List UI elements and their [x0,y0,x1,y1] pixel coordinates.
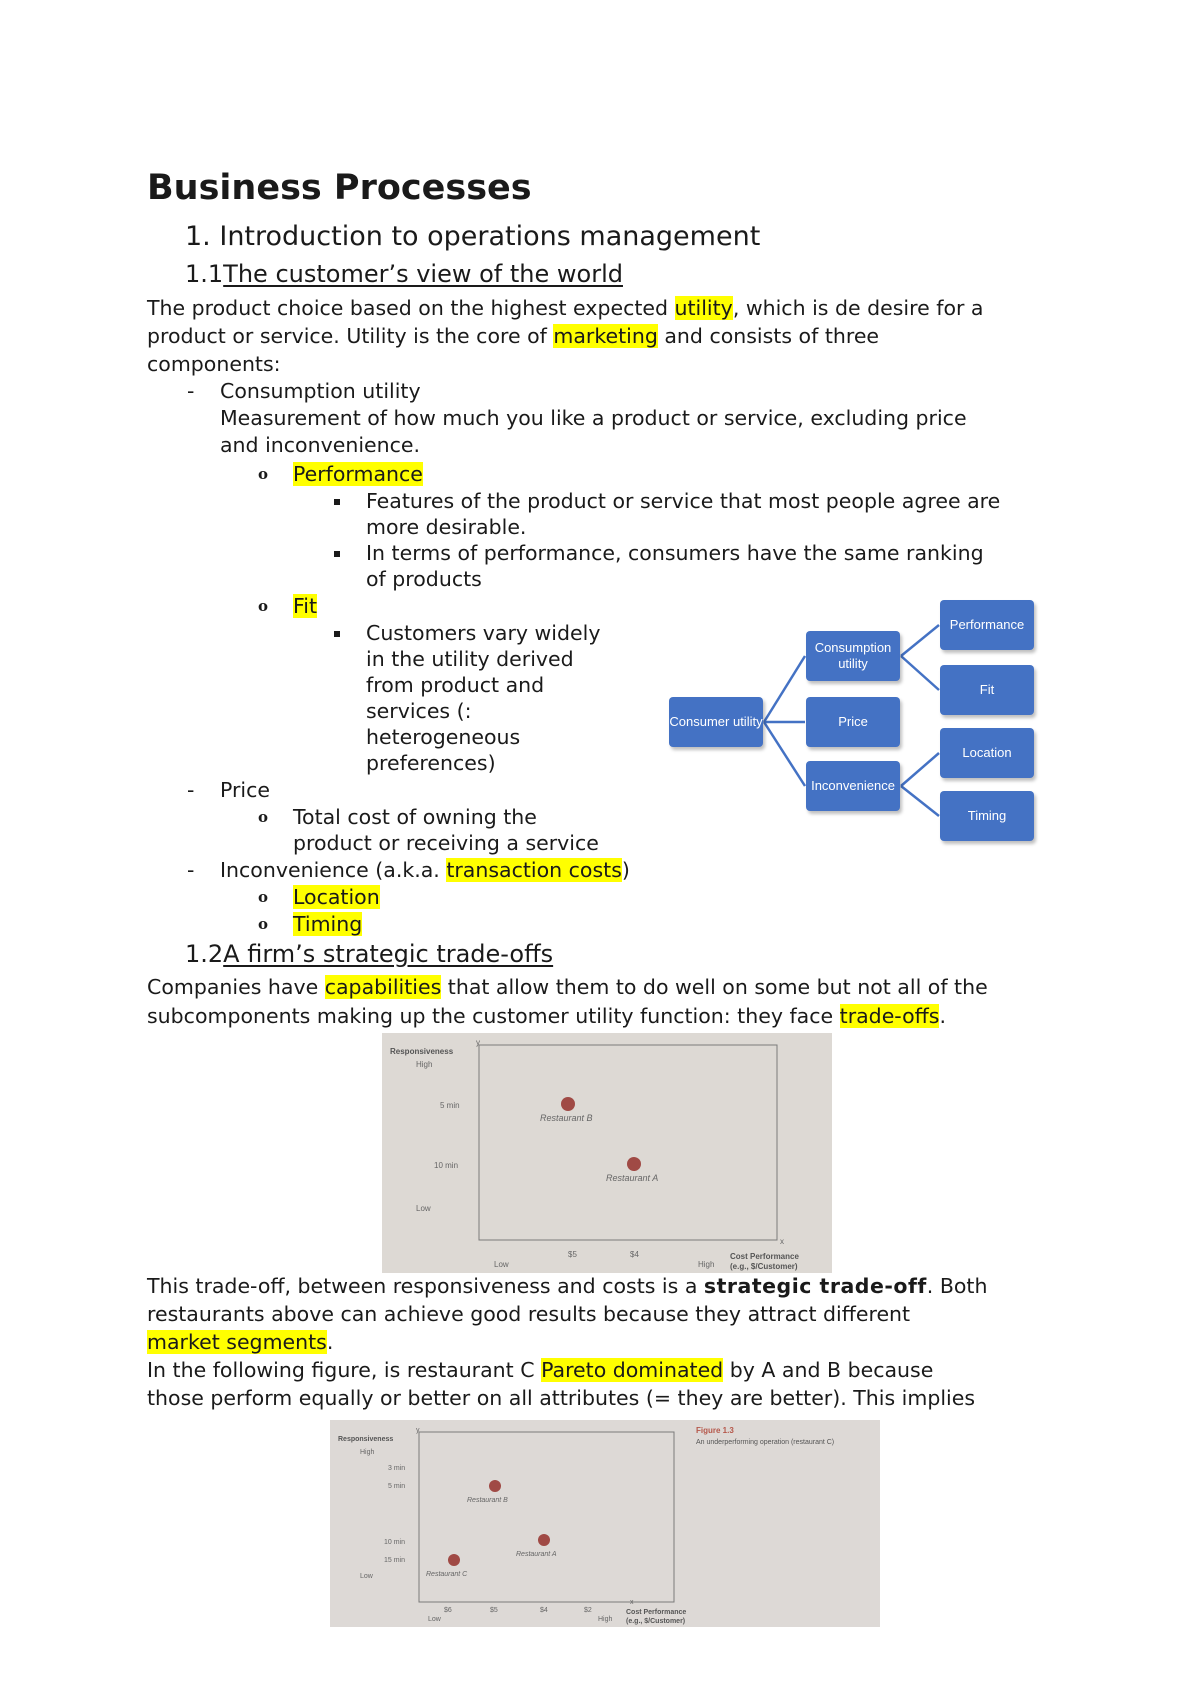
figure-underperforming-operation [330,1420,880,1627]
fig2-point-restaurant-a [538,1534,550,1546]
fig2-point-label: Restaurant B [467,1497,508,1504]
highlight-trade-offs: trade-offs [839,1004,940,1028]
para2-line-3 [147,1328,333,1356]
figure-restaurant-tradeoff [382,1033,832,1273]
para2-line-1 [147,1272,987,1300]
circle-bullet: o [258,597,269,615]
fig2-point-label: Restaurant C [426,1571,468,1578]
diagram-node-location: Location [940,728,1034,778]
dash-bullet: - [187,858,195,882]
para2-text: by A and B because [723,1358,934,1382]
diagram-node-fit: Fit [940,665,1034,715]
para2-text: . Both [926,1274,988,1298]
fig1-point-label: Restaurant B [540,1113,593,1123]
para2-text: . [326,1330,334,1354]
document-title: Business Processes [147,168,532,208]
fig2-point-restaurant-c [448,1554,460,1566]
fig1-y-high: High [416,1060,433,1069]
circle-bullet: o [258,465,269,483]
fig2-x-high: High [598,1616,613,1623]
section-1-2-title: A firm’s strategic trade-offs [223,940,554,968]
highlight-transaction-costs: transaction costs [446,858,622,882]
fig1-point-label: Restaurant A [606,1173,659,1183]
fig2-caption: An underperforming operation (restaurant C) [696,1439,835,1446]
fig2-xlabel-2: (e.g., $/Customer) [626,1618,686,1625]
fig1-plot-frame [479,1045,777,1240]
fit-line-6: preferences) [366,751,496,775]
location-label [293,883,380,911]
fig2-y-low: Low [360,1573,373,1580]
diagram-node-timing: Timing [940,791,1034,841]
fig2-xlabel-1: Cost Performance [626,1609,687,1616]
para2-line-2: restaurants above can achieve good results because they attract different [147,1302,911,1326]
para2-line-5: those perform equally or better on all attributes (= they are better). This implies [147,1386,976,1410]
fig2-y-tick: 3 min [388,1465,406,1472]
performance-bullet-2a: In terms of performance, consumers have the same ranking [366,541,984,565]
fig1-y-tick: 10 min [434,1161,459,1170]
inconvenience-label [220,856,630,884]
performance-label [293,460,423,488]
intro-text: The product choice based on the highest expected [147,296,675,320]
price-line-2: product or receiving a service [293,831,599,855]
para2-text: This trade-off, between responsiveness and costs is a [147,1274,704,1298]
diagram-node-consumption-utility: Consumption utility [806,631,900,681]
fig2-y-tick: 5 min [388,1483,406,1490]
fig2-x-tick: $4 [540,1607,548,1614]
fig2-x-tick: $5 [490,1607,498,1614]
para2-line-4 [147,1356,933,1384]
highlight-performance: Performance [293,462,423,486]
highlight-marketing: marketing [553,324,658,348]
highlight-market-segments: market segments [147,1330,327,1354]
bold-strategic-trade-off: strategic trade-off [703,1274,927,1298]
fig2-x-tick: $6 [444,1607,452,1614]
intro-text: , which is de desire for a [732,296,984,320]
fig2-y-tick: 10 min [384,1539,406,1546]
fig1-x-tick: $5 [568,1250,577,1259]
section-1-title: Introduction to operations management [219,221,761,252]
dash-bullet: - [187,778,195,802]
fig1-y-axis-letter: y [476,1038,480,1047]
fig2-ylabel: Responsiveness [338,1436,394,1443]
square-bullet [334,631,340,637]
fig2-x-axis-letter: x [630,1599,634,1606]
fig2-y-axis-letter: y [416,1427,420,1434]
fit-line-4: services (: [366,699,472,723]
intro-line-1 [147,294,984,322]
highlight-location: Location [293,885,380,909]
performance-bullet-1b: more desirable. [366,515,527,539]
fig1-x-axis-letter: x [780,1237,784,1246]
section-1-1-heading [185,258,623,290]
tradeoff-text: Companies have [147,975,325,999]
fig1-point-restaurant-b [561,1097,575,1111]
inconvenience-text: Inconvenience (a.k.a. [220,858,447,882]
highlight-pareto-dominated: Pareto dominated [541,1358,724,1382]
circle-bullet: o [258,888,269,906]
square-bullet [334,551,340,557]
figure-1-chart [382,1033,832,1273]
square-bullet [334,499,340,505]
price-line-1: Total cost of owning the [293,805,537,829]
fig2-point-restaurant-b [489,1480,501,1492]
performance-bullet-1a: Features of the product or service that most people agree are [366,489,1001,513]
fig2-x-low: Low [428,1616,441,1623]
circle-bullet: o [258,915,269,933]
fig1-x-tick: $4 [630,1250,639,1259]
fig2-x-tick: $2 [584,1607,592,1614]
tradeoff-line-1 [147,973,988,1001]
para2-text: In the following figure, is restaurant C [147,1358,542,1382]
fig1-x-high: High [698,1260,715,1269]
fig2-title: Figure 1.3 [696,1426,734,1435]
fit-label [293,592,317,620]
diagram-node-price: Price [806,697,900,747]
figure-2-chart [330,1420,880,1627]
tradeoff-text: that allow them to do well on some but not all of the [441,975,988,999]
intro-line-2 [147,322,879,350]
utility-tree-diagram [660,595,1060,850]
fig1-xlabel-2: (e.g., $/Customer) [730,1262,798,1271]
fig2-y-tick: 15 min [384,1557,406,1564]
highlight-timing: Timing [293,912,363,936]
tradeoff-line-2 [147,1002,946,1030]
highlight-fit: Fit [293,594,318,618]
fig2-point-label: Restaurant A [516,1551,557,1558]
intro-line-3: components: [147,352,281,376]
section-1-number: 1. [185,221,211,252]
intro-text: product or service. Utility is the core of [147,324,554,348]
fig1-xlabel-1: Cost Performance [730,1252,799,1261]
fit-line-5: heterogeneous [366,725,521,749]
fig1-ylabel: Responsiveness [390,1047,454,1056]
fig1-point-restaurant-a [627,1157,641,1171]
price-label: Price [220,778,271,802]
consumption-utility-label: Consumption utility [220,379,421,403]
inconvenience-text: ) [621,858,630,882]
consumption-desc-2: and inconvenience. [220,433,421,457]
intro-text: and consists of three [657,324,880,348]
fit-line-2: in the utility derived [366,647,574,671]
dash-bullet: - [187,379,195,403]
section-1-heading [185,219,760,255]
diagram-node-consumer-utility: Consumer utility [669,697,763,747]
fig2-y-high: High [360,1449,375,1456]
fit-line-3: from product and [366,673,545,697]
diagram-node-performance: Performance [940,600,1034,650]
section-1-2-number: 1.2 [185,940,224,968]
tradeoff-text: subcomponents making up the customer utility function: they face [147,1004,840,1028]
section-1-1-title: The customer’s view of the world [223,260,623,288]
section-1-2-heading [185,938,553,970]
fig1-y-tick: 5 min [440,1101,460,1110]
fig1-y-low: Low [416,1204,431,1213]
highlight-capabilities: capabilities [324,975,442,999]
tradeoff-text: . [939,1004,946,1028]
consumption-desc-1: Measurement of how much you like a product or service, excluding price [220,406,967,430]
circle-bullet: o [258,808,269,826]
performance-bullet-2b: of products [366,567,482,591]
diagram-node-inconvenience: Inconvenience [806,761,900,811]
highlight-utility: utility [674,296,733,320]
fig1-x-low: Low [494,1260,509,1269]
fit-line-1: Customers vary widely [366,621,601,645]
section-1-1-number: 1.1 [185,260,224,288]
timing-label [293,910,362,938]
